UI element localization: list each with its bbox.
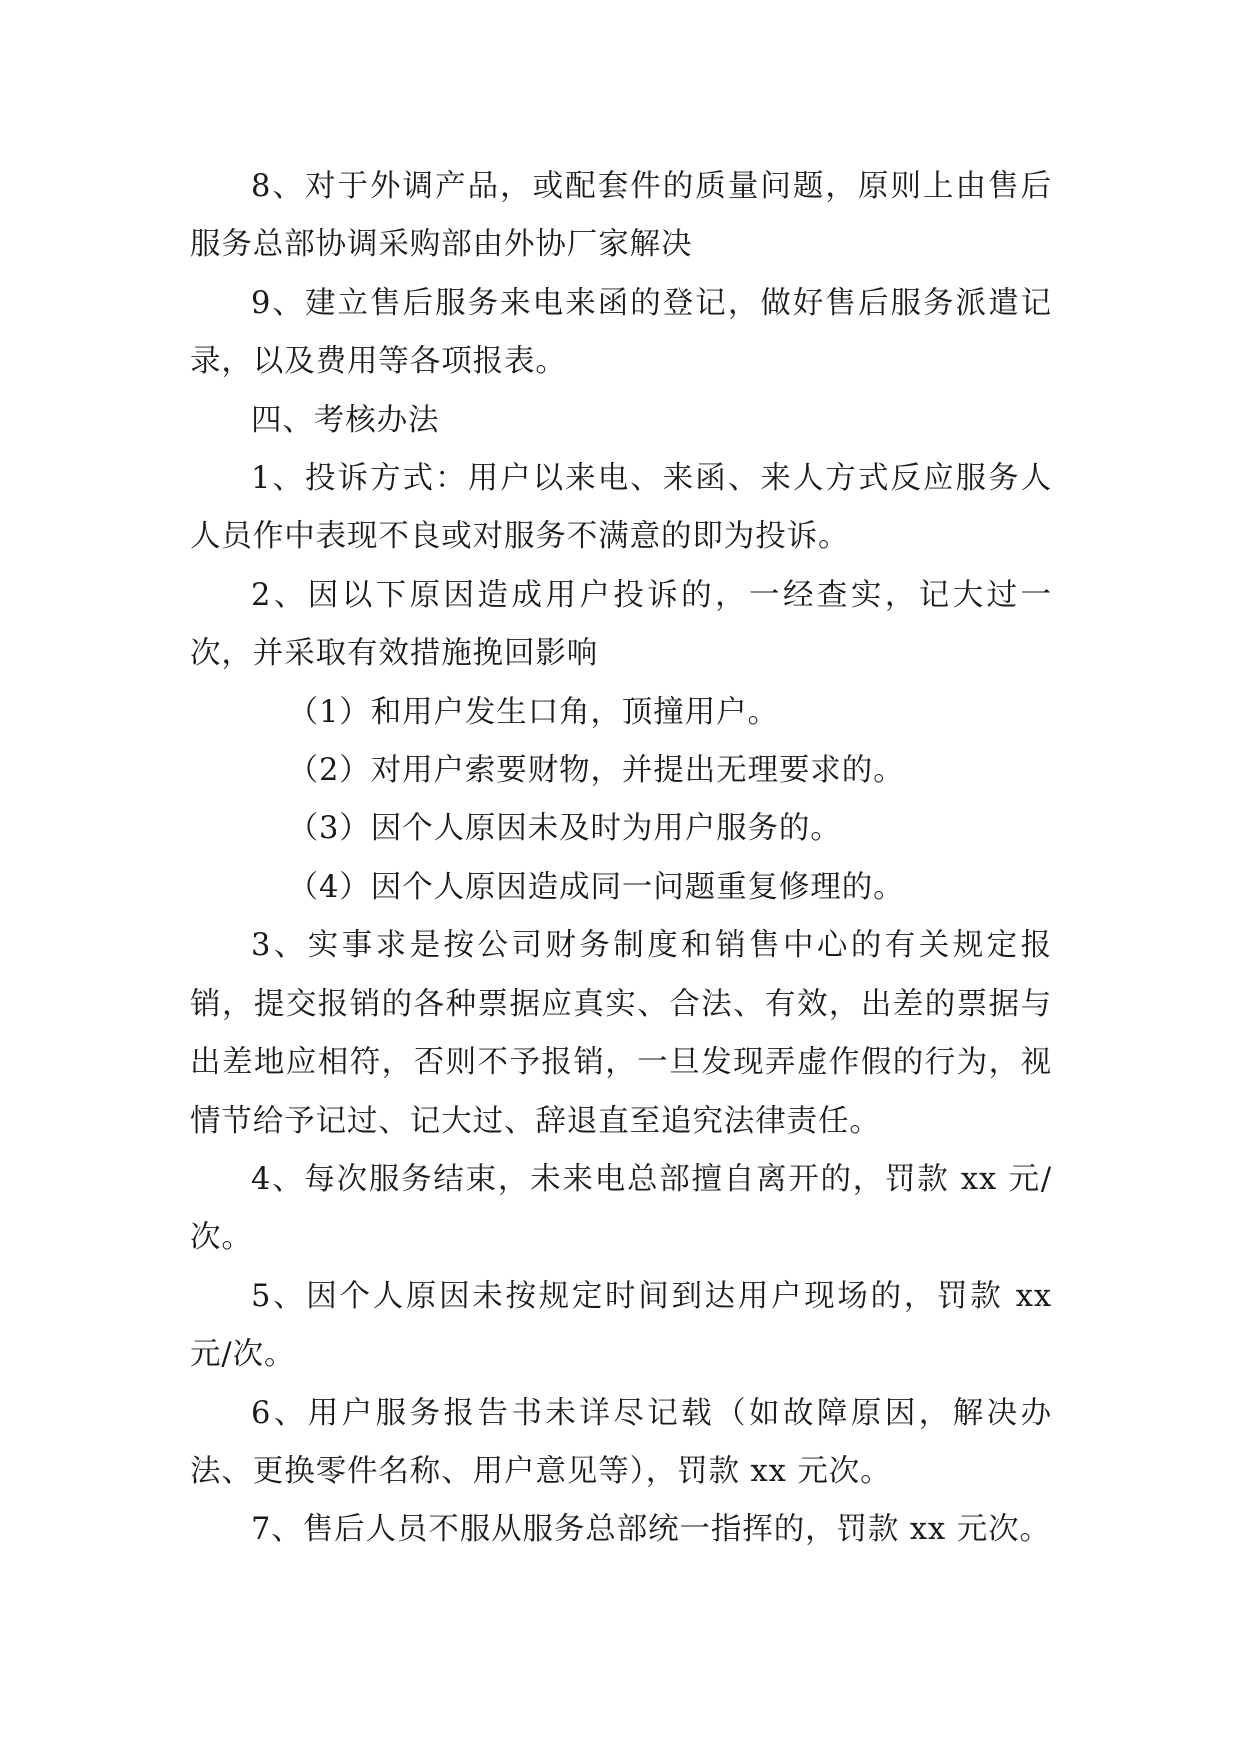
- paragraph-assessment-2: 2、因以下原因造成用户投诉的，一经查实，记大过一次，并采取有效措施挽回影响: [190, 577, 1052, 672]
- paragraph-assessment-2-sub-2: （2）对用户索要财物，并提出无理要求的。: [287, 753, 905, 789]
- paragraph-assessment-4: 4、每次服务结束，未来电总部擅自离开的，罚款 xx 元/次。: [190, 1161, 1052, 1256]
- paragraph-assessment-2-sub-1: （1）和用户发生口角，顶撞用户。: [287, 694, 779, 730]
- paragraph-assessment-2-sub-3: （3）因个人原因未及时为用户服务的。: [287, 811, 842, 847]
- paragraph-item-8: 8、对于外调产品，或配套件的质量问题，原则上由售后服务总部协调采购部由外协厂家解决: [190, 169, 1052, 263]
- paragraph-assessment-5: 5、因个人原因未按规定时间到达用户现场的，罚款 xx 元/次。: [190, 1278, 1052, 1373]
- paragraph-assessment-1: 1、投诉方式：用户以来电、来函、来人方式反应服务人人员作中表现不良或对服务不满意的即为投诉。: [190, 461, 1052, 555]
- paragraph-assessment-2-sub-4: （4）因个人原因造成同一问题重复修理的。: [287, 869, 905, 905]
- section-heading-assessment: 四、考核办法: [251, 402, 440, 438]
- paragraph-assessment-3: 3、实事求是按公司财务制度和销售中心的有关规定报销，提交报销的各种票据应真实、合法、有效，出差的票据与出差地应相符，否则不予报销，一旦发现弄虚作假的行为，视情节给予记过、记大过、辞退直至追究法律责任。: [190, 928, 1052, 1139]
- paragraph-assessment-6: 6、用户服务报告书未详尽记载（如故障原因，解决办法、更换零件名称、用户意见等），罚款 xx 元次。: [190, 1395, 1052, 1489]
- paragraph-item-9: 9、建立售后服务来电来函的登记，做好售后服务派遣记录，以及费用等各项报表。: [190, 285, 1052, 380]
- paragraph-assessment-7: 7、售后人员不服从服务总部统一指挥的，罚款 xx 元次。: [251, 1512, 1051, 1548]
- document-body: [190, 158, 1052, 1560]
